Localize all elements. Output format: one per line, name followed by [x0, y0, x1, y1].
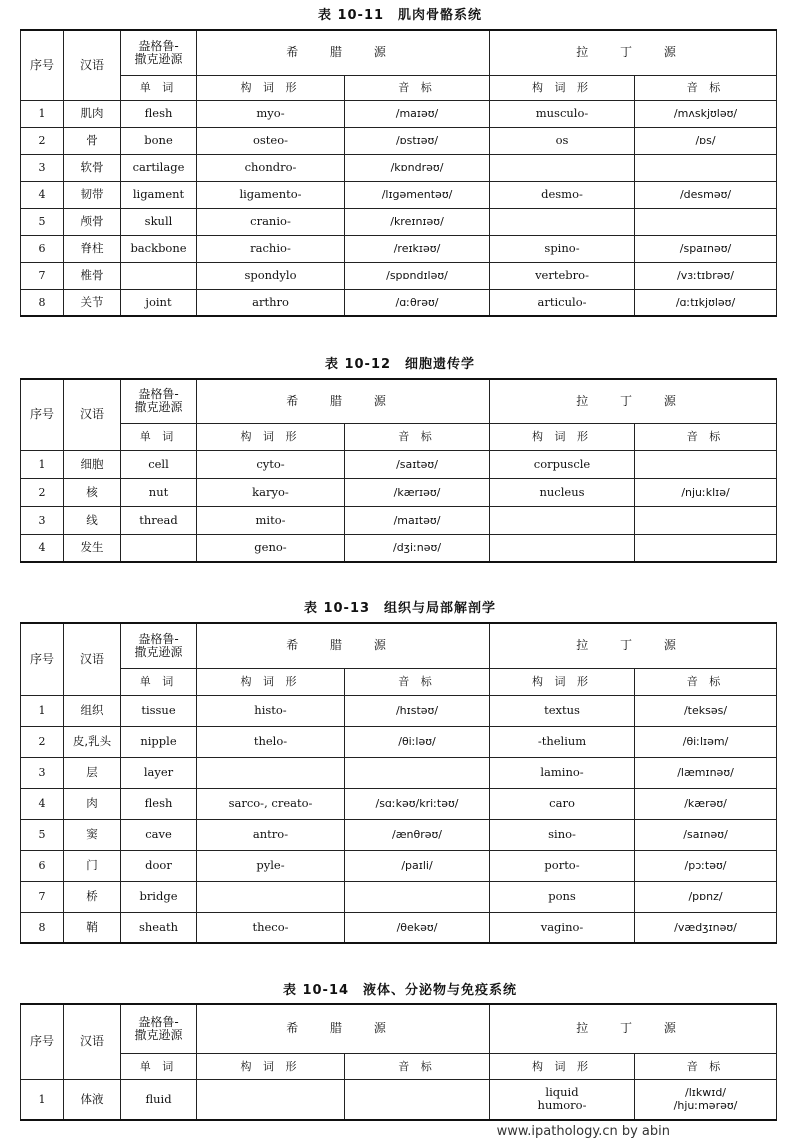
- chinese-term: 皮,乳头: [64, 726, 121, 757]
- greek-form: sarco-, creato-: [197, 788, 345, 819]
- latin-phonetic: /spaɪnəʊ/: [635, 235, 777, 262]
- english-word: layer: [121, 757, 197, 788]
- english-word: flesh: [121, 100, 197, 127]
- table-10-14-body: [21, 1004, 777, 1120]
- english-word: nipple: [121, 726, 197, 757]
- row-number: 6: [21, 850, 64, 881]
- col-header-greek: 希 腊 源: [197, 30, 490, 75]
- subheader-latin-form: 构 词 形: [490, 423, 635, 450]
- latin-phonetic-line: /hjuːmərəʊ/: [673, 1099, 738, 1113]
- table-row: [21, 478, 777, 506]
- col-header-num: 序号: [21, 379, 64, 450]
- greek-form: cyto-: [197, 450, 345, 478]
- latin-phonetic: /θiːlɪəm/: [635, 726, 777, 757]
- row-number: 3: [21, 154, 64, 181]
- greek-phonetic: [345, 881, 490, 912]
- latin-form: desmo-: [490, 181, 635, 208]
- subheader-word: 单 词: [121, 668, 197, 695]
- greek-phonetic: /paɪli/: [345, 850, 490, 881]
- table-row: [21, 695, 777, 726]
- greek-phonetic: /hɪstəʊ/: [345, 695, 490, 726]
- latin-form: vagino-: [490, 912, 635, 943]
- greek-form: spondylo: [197, 262, 345, 289]
- latin-phonetic: /mʌskjʊləʊ/: [635, 100, 777, 127]
- chinese-term: 线: [64, 506, 121, 534]
- greek-form: [197, 1079, 345, 1120]
- english-word: [121, 534, 197, 562]
- table-row: [21, 181, 777, 208]
- table-10-11-body: [21, 30, 777, 316]
- subheader-greek-phonetic: 音 标: [345, 423, 490, 450]
- latin-phonetic: /teksəs/: [635, 695, 777, 726]
- greek-form: thelo-: [197, 726, 345, 757]
- table-row: [21, 127, 777, 154]
- greek-phonetic: /saɪtəʊ/: [345, 450, 490, 478]
- greek-phonetic: /dʒiːnəʊ/: [345, 534, 490, 562]
- table-row: [21, 819, 777, 850]
- table-row: [21, 726, 777, 757]
- latin-phonetic-line: /lɪkwɪd/: [685, 1086, 727, 1100]
- table-row: [21, 506, 777, 534]
- col-header-latin: 拉 丁 源: [490, 379, 777, 423]
- col-header-num: 序号: [21, 30, 64, 100]
- col-header-num: 序号: [21, 623, 64, 695]
- row-number: 2: [21, 726, 64, 757]
- latin-phonetic: /saɪnəʊ/: [635, 819, 777, 850]
- row-number: 8: [21, 912, 64, 943]
- row-number: 1: [21, 695, 64, 726]
- subheader-latin-form: 构 词 形: [490, 1053, 635, 1079]
- greek-form: theco-: [197, 912, 345, 943]
- latin-phonetic: [635, 506, 777, 534]
- latin-phonetic: /desməʊ/: [635, 181, 777, 208]
- watermark: www.ipathology.cn by abin: [496, 1124, 670, 1139]
- latin-phonetic: /vɜːtɪbrəʊ/: [635, 262, 777, 289]
- latin-form-line: humoro-: [537, 1098, 587, 1113]
- english-word: flesh: [121, 788, 197, 819]
- table-row: [21, 208, 777, 235]
- greek-form: ligamento-: [197, 181, 345, 208]
- latin-form: [490, 534, 635, 562]
- latin-phonetic: /kærəʊ/: [635, 788, 777, 819]
- chinese-term: 脊柱: [64, 235, 121, 262]
- table-row: [21, 262, 777, 289]
- col-header-anglo-saxon: [121, 30, 197, 75]
- subheader-greek-form: 构 词 形: [197, 668, 345, 695]
- greek-form: [197, 757, 345, 788]
- latin-phonetic: /læmɪnəʊ/: [635, 757, 777, 788]
- anglo-saxon-line-2: 撒克逊源: [134, 644, 183, 659]
- greek-phonetic: /kreɪnɪəʊ/: [345, 208, 490, 235]
- anglo-saxon-line-1: 盎格鲁-: [138, 387, 179, 402]
- english-word: cell: [121, 450, 197, 478]
- table-10-14: [20, 1003, 777, 1121]
- english-word: bone: [121, 127, 197, 154]
- greek-phonetic: /spɒndɪləʊ/: [345, 262, 490, 289]
- anglo-saxon-line-2: 撒克逊源: [134, 51, 183, 66]
- subheader-row: [21, 75, 777, 100]
- subheader-word: 单 词: [121, 1053, 197, 1079]
- greek-phonetic: /θekəʊ/: [345, 912, 490, 943]
- subheader-latin-phonetic: 音 标: [635, 423, 777, 450]
- subheader-row: [21, 668, 777, 695]
- english-word: tissue: [121, 695, 197, 726]
- latin-phonetic: [635, 450, 777, 478]
- row-number: 8: [21, 289, 64, 316]
- chinese-term: 软骨: [64, 154, 121, 181]
- table-row: [21, 912, 777, 943]
- col-header-greek: 希 腊 源: [197, 623, 490, 668]
- row-number: 2: [21, 127, 64, 154]
- greek-phonetic: /ɑːθrəʊ/: [345, 289, 490, 316]
- chinese-term: 组织: [64, 695, 121, 726]
- chinese-term: 韧带: [64, 181, 121, 208]
- row-number: 5: [21, 208, 64, 235]
- chinese-term: 发生: [64, 534, 121, 562]
- header-row: [21, 623, 777, 668]
- row-number: 3: [21, 506, 64, 534]
- col-header-greek: 希 腊 源: [197, 1004, 490, 1053]
- row-number: 1: [21, 450, 64, 478]
- greek-form: geno-: [197, 534, 345, 562]
- chinese-term: 桥: [64, 881, 121, 912]
- english-word: door: [121, 850, 197, 881]
- greek-phonetic: /maɪtəʊ/: [345, 506, 490, 534]
- latin-form: pons: [490, 881, 635, 912]
- col-header-num: 序号: [21, 1004, 64, 1079]
- greek-phonetic: /maɪəʊ/: [345, 100, 490, 127]
- latin-phonetic: /pɒnz/: [635, 881, 777, 912]
- subheader-row: [21, 423, 777, 450]
- chinese-term: 肌肉: [64, 100, 121, 127]
- col-header-chinese: 汉语: [64, 1004, 121, 1079]
- subheader-latin-form: 构 词 形: [490, 668, 635, 695]
- header-row: [21, 379, 777, 423]
- greek-phonetic: /ɒstɪəʊ/: [345, 127, 490, 154]
- greek-phonetic: [345, 757, 490, 788]
- english-word: skull: [121, 208, 197, 235]
- row-number: 4: [21, 181, 64, 208]
- english-word: fluid: [121, 1079, 197, 1120]
- latin-form: spino-: [490, 235, 635, 262]
- subheader-greek-form: 构 词 形: [197, 423, 345, 450]
- col-header-anglo-saxon: [121, 1004, 197, 1053]
- anglo-saxon-line-1: 盎格鲁-: [138, 1014, 179, 1029]
- latin-form: vertebro-: [490, 262, 635, 289]
- table-row: [21, 289, 777, 316]
- latin-form: [490, 154, 635, 181]
- greek-form: histo-: [197, 695, 345, 726]
- greek-phonetic: /reɪkɪəʊ/: [345, 235, 490, 262]
- english-word: sheath: [121, 912, 197, 943]
- table-10-14-title: 表 10-14 液体、分泌物与免疫系统: [282, 983, 518, 998]
- greek-form: arthro: [197, 289, 345, 316]
- subheader-greek-form: 构 词 形: [197, 1053, 345, 1079]
- table-row: [21, 154, 777, 181]
- subheader-word: 单 词: [121, 75, 197, 100]
- header-row: [21, 1004, 777, 1053]
- greek-form: myo-: [197, 100, 345, 127]
- table-10-13: [20, 622, 777, 944]
- greek-form: antro-: [197, 819, 345, 850]
- col-header-chinese: 汉语: [64, 379, 121, 450]
- subheader-latin-phonetic: 音 标: [635, 1053, 777, 1079]
- english-word: joint: [121, 289, 197, 316]
- latin-form-line: liquid: [545, 1085, 579, 1100]
- greek-phonetic: [345, 1079, 490, 1120]
- chinese-term: 关节: [64, 289, 121, 316]
- latin-phonetic: /pɔːtəʊ/: [635, 850, 777, 881]
- latin-form: corpuscle: [490, 450, 635, 478]
- english-word: [121, 262, 197, 289]
- row-number: 1: [21, 1079, 64, 1120]
- latin-form: [490, 506, 635, 534]
- col-header-greek: 希 腊 源: [197, 379, 490, 423]
- row-number: 3: [21, 757, 64, 788]
- table-10-11: [20, 29, 777, 317]
- latin-phonetic: [635, 1079, 777, 1120]
- latin-form: [490, 1079, 635, 1120]
- latin-form: porto-: [490, 850, 635, 881]
- chinese-term: 鞘: [64, 912, 121, 943]
- greek-phonetic: /kærɪəʊ/: [345, 478, 490, 506]
- latin-phonetic: /ɑːtɪkjʊləʊ/: [635, 289, 777, 316]
- latin-phonetic: /njuːklɪə/: [635, 478, 777, 506]
- anglo-saxon-line-1: 盎格鲁-: [138, 38, 179, 53]
- english-word: cartilage: [121, 154, 197, 181]
- row-number: 6: [21, 235, 64, 262]
- table-10-12: [20, 378, 777, 563]
- latin-phonetic: /vædʒɪnəʊ/: [635, 912, 777, 943]
- subheader-greek-phonetic: 音 标: [345, 668, 490, 695]
- table-row: [21, 100, 777, 127]
- table-row: [21, 881, 777, 912]
- row-number: 2: [21, 478, 64, 506]
- table-10-13-title: 表 10-13 组织与局部解剖学: [303, 601, 497, 616]
- latin-phonetic: [635, 154, 777, 181]
- english-word: nut: [121, 478, 197, 506]
- table-10-12-body: [21, 379, 777, 562]
- col-header-latin: 拉 丁 源: [490, 623, 777, 668]
- greek-phonetic: /lɪgəmentəʊ/: [345, 181, 490, 208]
- english-word: ligament: [121, 181, 197, 208]
- latin-form: caro: [490, 788, 635, 819]
- chinese-term: 门: [64, 850, 121, 881]
- latin-form: nucleus: [490, 478, 635, 506]
- row-number: 5: [21, 819, 64, 850]
- chinese-term: 层: [64, 757, 121, 788]
- subheader-latin-form: 构 词 形: [490, 75, 635, 100]
- subheader-word: 单 词: [121, 423, 197, 450]
- table-10-11-title: 表 10-11 肌肉骨骼系统: [317, 8, 483, 23]
- col-header-chinese: 汉语: [64, 30, 121, 100]
- col-header-chinese: 汉语: [64, 623, 121, 695]
- col-header-anglo-saxon: [121, 379, 197, 423]
- english-word: bridge: [121, 881, 197, 912]
- chinese-term: 窦: [64, 819, 121, 850]
- col-header-latin: 拉 丁 源: [490, 30, 777, 75]
- english-word: thread: [121, 506, 197, 534]
- chinese-term: 颅骨: [64, 208, 121, 235]
- latin-form: sino-: [490, 819, 635, 850]
- subheader-row: [21, 1053, 777, 1079]
- col-header-latin: 拉 丁 源: [490, 1004, 777, 1053]
- row-number: 4: [21, 788, 64, 819]
- english-word: cave: [121, 819, 197, 850]
- table-10-12-title: 表 10-12 细胞遗传学: [324, 357, 476, 372]
- table-row: [21, 534, 777, 562]
- subheader-greek-phonetic: 音 标: [345, 75, 490, 100]
- anglo-saxon-line-2: 撒克逊源: [134, 1027, 183, 1042]
- greek-phonetic: /sɑːkəʊ/kriːtəʊ/: [345, 788, 490, 819]
- latin-form: [490, 208, 635, 235]
- header-row: [21, 30, 777, 75]
- greek-form: mito-: [197, 506, 345, 534]
- table-row: [21, 1079, 777, 1120]
- table-row: [21, 235, 777, 262]
- chinese-term: 核: [64, 478, 121, 506]
- latin-form: articulo-: [490, 289, 635, 316]
- table-row: [21, 757, 777, 788]
- chinese-term: 骨: [64, 127, 121, 154]
- table-10-13-body: [21, 623, 777, 943]
- latin-phonetic: /ɒs/: [635, 127, 777, 154]
- greek-phonetic: /ænθrəʊ/: [345, 819, 490, 850]
- row-number: 7: [21, 262, 64, 289]
- latin-form: musculo-: [490, 100, 635, 127]
- greek-phonetic: /kɒndrəʊ/: [345, 154, 490, 181]
- subheader-greek-form: 构 词 形: [197, 75, 345, 100]
- table-row: [21, 850, 777, 881]
- row-number: 4: [21, 534, 64, 562]
- latin-form: os: [490, 127, 635, 154]
- anglo-saxon-line-2: 撒克逊源: [134, 400, 183, 415]
- anglo-saxon-line-1: 盎格鲁-: [138, 631, 179, 646]
- latin-phonetic: [635, 208, 777, 235]
- greek-form: cranio-: [197, 208, 345, 235]
- greek-form: pyle-: [197, 850, 345, 881]
- english-word: backbone: [121, 235, 197, 262]
- greek-form: [197, 881, 345, 912]
- greek-form: karyo-: [197, 478, 345, 506]
- greek-form: rachio-: [197, 235, 345, 262]
- greek-form: chondro-: [197, 154, 345, 181]
- subheader-latin-phonetic: 音 标: [635, 668, 777, 695]
- greek-phonetic: /θiːləʊ/: [345, 726, 490, 757]
- chinese-term: 细胞: [64, 450, 121, 478]
- chinese-term: 体液: [64, 1079, 121, 1120]
- subheader-greek-phonetic: 音 标: [345, 1053, 490, 1079]
- row-number: 1: [21, 100, 64, 127]
- col-header-anglo-saxon: [121, 623, 197, 668]
- table-row: [21, 788, 777, 819]
- latin-phonetic: [635, 534, 777, 562]
- chinese-term: 椎骨: [64, 262, 121, 289]
- latin-form: -thelium: [490, 726, 635, 757]
- latin-form: textus: [490, 695, 635, 726]
- table-row: [21, 450, 777, 478]
- row-number: 7: [21, 881, 64, 912]
- chinese-term: 肉: [64, 788, 121, 819]
- latin-form: lamino-: [490, 757, 635, 788]
- subheader-latin-phonetic: 音 标: [635, 75, 777, 100]
- greek-form: osteo-: [197, 127, 345, 154]
